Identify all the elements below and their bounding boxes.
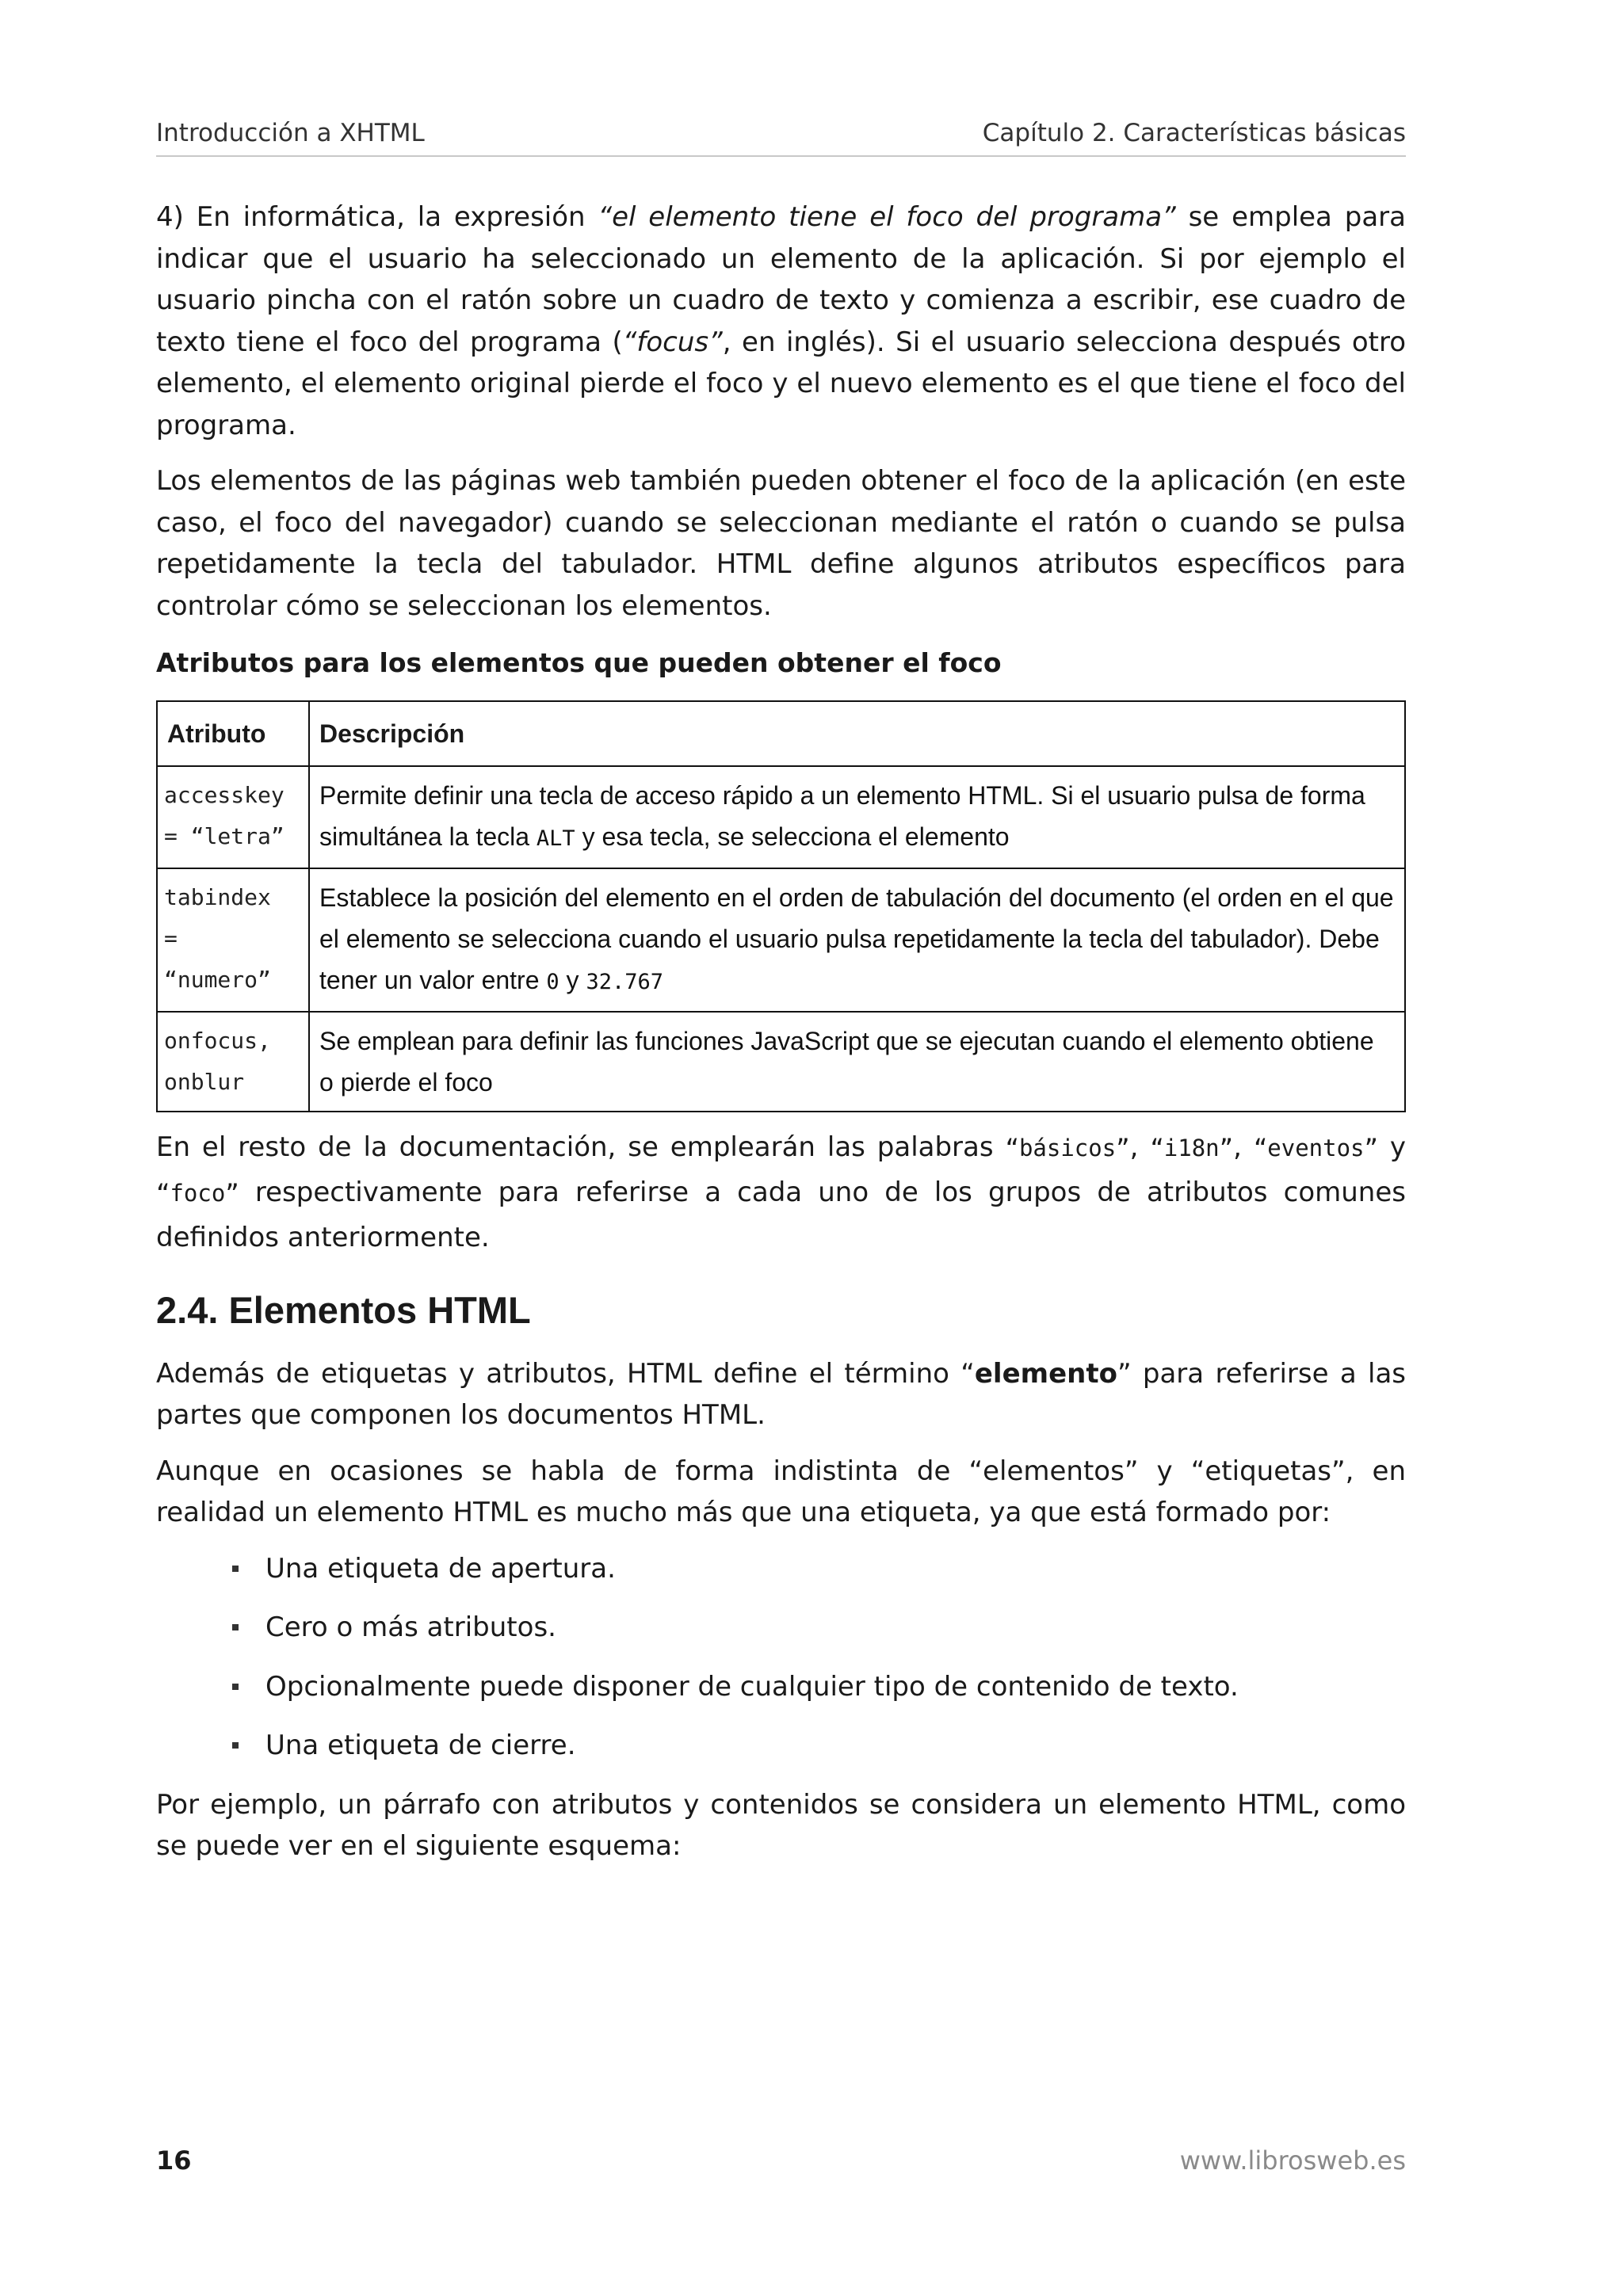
column-header-description: Descripción <box>309 701 1405 766</box>
para1-quote: “el elemento tiene el foco del programa” <box>598 201 1176 233</box>
paragraph-web-focus: Los elementos de las páginas web también pueden obtener el foco de la aplicación (en este caso, el foco del navegador) cuando se seleccionan mediante el ratón o cuando se pulsa repetidamente la tecla del tabulador. HTML define algunos atributos específicos para controlar cómo se seleccionan los elementos. <box>156 465 1406 622</box>
separator: , <box>1129 1131 1151 1163</box>
description-code: ALT <box>536 826 575 851</box>
focus-attributes-table <box>156 700 1406 1112</box>
attribute-cell <box>157 868 309 1012</box>
para4-text: Además de etiquetas y atributos, HTML define el término “ <box>156 1357 975 1390</box>
description-code: 0 <box>546 969 559 994</box>
attribute-cell <box>157 766 309 868</box>
description-text: Permite definir una tecla de acceso rápido a un elemento HTML. Si el usuario pulsa de forma simultánea la tecla <box>319 780 1365 851</box>
list-item-text: Una etiqueta de cierre. <box>265 1730 576 1761</box>
attribute-cell <box>157 1012 309 1112</box>
header-chapter-title: Capítulo 2. Características básicas <box>982 119 1406 147</box>
document-page <box>156 0 1406 2296</box>
list-item <box>156 1548 1406 1590</box>
description-cell <box>309 766 1405 868</box>
bullet-icon <box>232 1684 239 1690</box>
description-text: y <box>559 965 586 994</box>
group-eventos: “eventos” <box>1253 1134 1378 1161</box>
description-cell <box>309 868 1405 1012</box>
description-cell: Se emplean para definir las funciones JavaScript que se ejecutan cuando el elemento obtiene o pierde el foco <box>309 1012 1405 1112</box>
list-item-text: Cero o más atributos. <box>265 1611 556 1643</box>
main-content <box>156 196 1406 1882</box>
table-title: Atributos para los elementos que pueden obtener el foco <box>156 647 1002 678</box>
bullet-icon <box>232 1566 239 1572</box>
group-i18n: “i18n” <box>1150 1134 1234 1161</box>
table-header-row <box>157 701 1405 766</box>
footer-url: www.librosweb.es <box>1179 2145 1406 2176</box>
description-text: y esa tecla, se selecciona el elemento <box>575 822 1010 851</box>
para3-text: y <box>1377 1131 1406 1163</box>
attribute-name: onfocus, <box>164 1027 271 1054</box>
column-header-attribute: Atributo <box>157 701 309 766</box>
description-code: 32.767 <box>586 969 663 994</box>
paragraph-focus-definition <box>156 196 1406 446</box>
para3-text: En el resto de la documentación, se emplearán las palabras <box>156 1131 1006 1163</box>
section-heading: 2.4. Elementos HTML <box>156 1288 531 1331</box>
list-item <box>156 1607 1406 1649</box>
element-parts-list <box>156 1548 1406 1767</box>
table-row <box>157 766 1405 868</box>
bullet-icon <box>232 1742 239 1749</box>
bullet-icon <box>232 1624 239 1630</box>
attribute-equals: = <box>164 925 178 952</box>
para3-text: respectivamente para referirse a cada uno de los grupos de atributos comunes definidos anteriormente. <box>156 1176 1406 1253</box>
running-header <box>156 119 1406 157</box>
term-elemento: elemento <box>974 1357 1117 1390</box>
table-row <box>157 868 1405 1012</box>
paragraph-element-term <box>156 1353 1406 1436</box>
page-number: 16 <box>156 2145 192 2176</box>
attribute-name: tabindex <box>164 883 271 910</box>
attribute-name: onblur <box>164 1068 245 1095</box>
description-text: Establece la posición del elemento en el orden de tabulación del documento (el orden en el que el elemento se selecciona cuando el usuario pulsa repetidamente la tecla del tabulador). Debe tener un valor entre <box>319 883 1394 994</box>
list-item-text: Una etiqueta de apertura. <box>265 1552 616 1585</box>
attribute-value: “numero” <box>164 966 271 993</box>
para1-text-a: 4) En informática, la expresión <box>156 201 598 233</box>
paragraph-example-intro: Por ejemplo, un párrafo con atributos y contenidos se considera un elemento HTML, como se puede ver en el siguiente esquema: <box>156 1788 1406 1862</box>
para1-text-c: se emplea para indicar que el usuario ha seleccionado un elemento de la aplicación. Si por ejemplo el usuario pincha con el ratón sobre un cuadro de texto y comienza a escribir, ese cuadro de texto tiene el foco del programa ( <box>156 201 1406 358</box>
paragraph-element-composition: Aunque en ocasiones se habla de forma indistinta de “elementos” y “etiquetas”, en realidad un elemento HTML es mucho más que una etiqueta, ya que está formado por: <box>156 1455 1406 1528</box>
para4-text: ” para referirse a las partes que componen los documentos HTML. <box>156 1357 1406 1431</box>
table-row <box>157 1012 1405 1112</box>
para1-text-e: , en inglés). Si el usuario selecciona después otro elemento, el elemento original pierde el foco y el nuevo elemento es el que tiene el foco del programa. <box>156 326 1406 441</box>
list-item-text: Opcionalmente puede disponer de cualquier tipo de contenido de texto. <box>265 1670 1239 1703</box>
attribute-name: accesskey <box>164 781 285 808</box>
para1-focus-term: “focus” <box>622 326 723 358</box>
separator: , <box>1233 1131 1254 1163</box>
list-item <box>156 1666 1406 1708</box>
group-foco: “foco” <box>156 1179 239 1207</box>
header-book-title: Introducción a XHTML <box>156 119 425 147</box>
paragraph-attribute-groups <box>156 1125 1406 1260</box>
attribute-value: = “letra” <box>164 822 285 849</box>
group-basicos: “básicos” <box>1005 1134 1130 1161</box>
list-item <box>156 1725 1406 1767</box>
